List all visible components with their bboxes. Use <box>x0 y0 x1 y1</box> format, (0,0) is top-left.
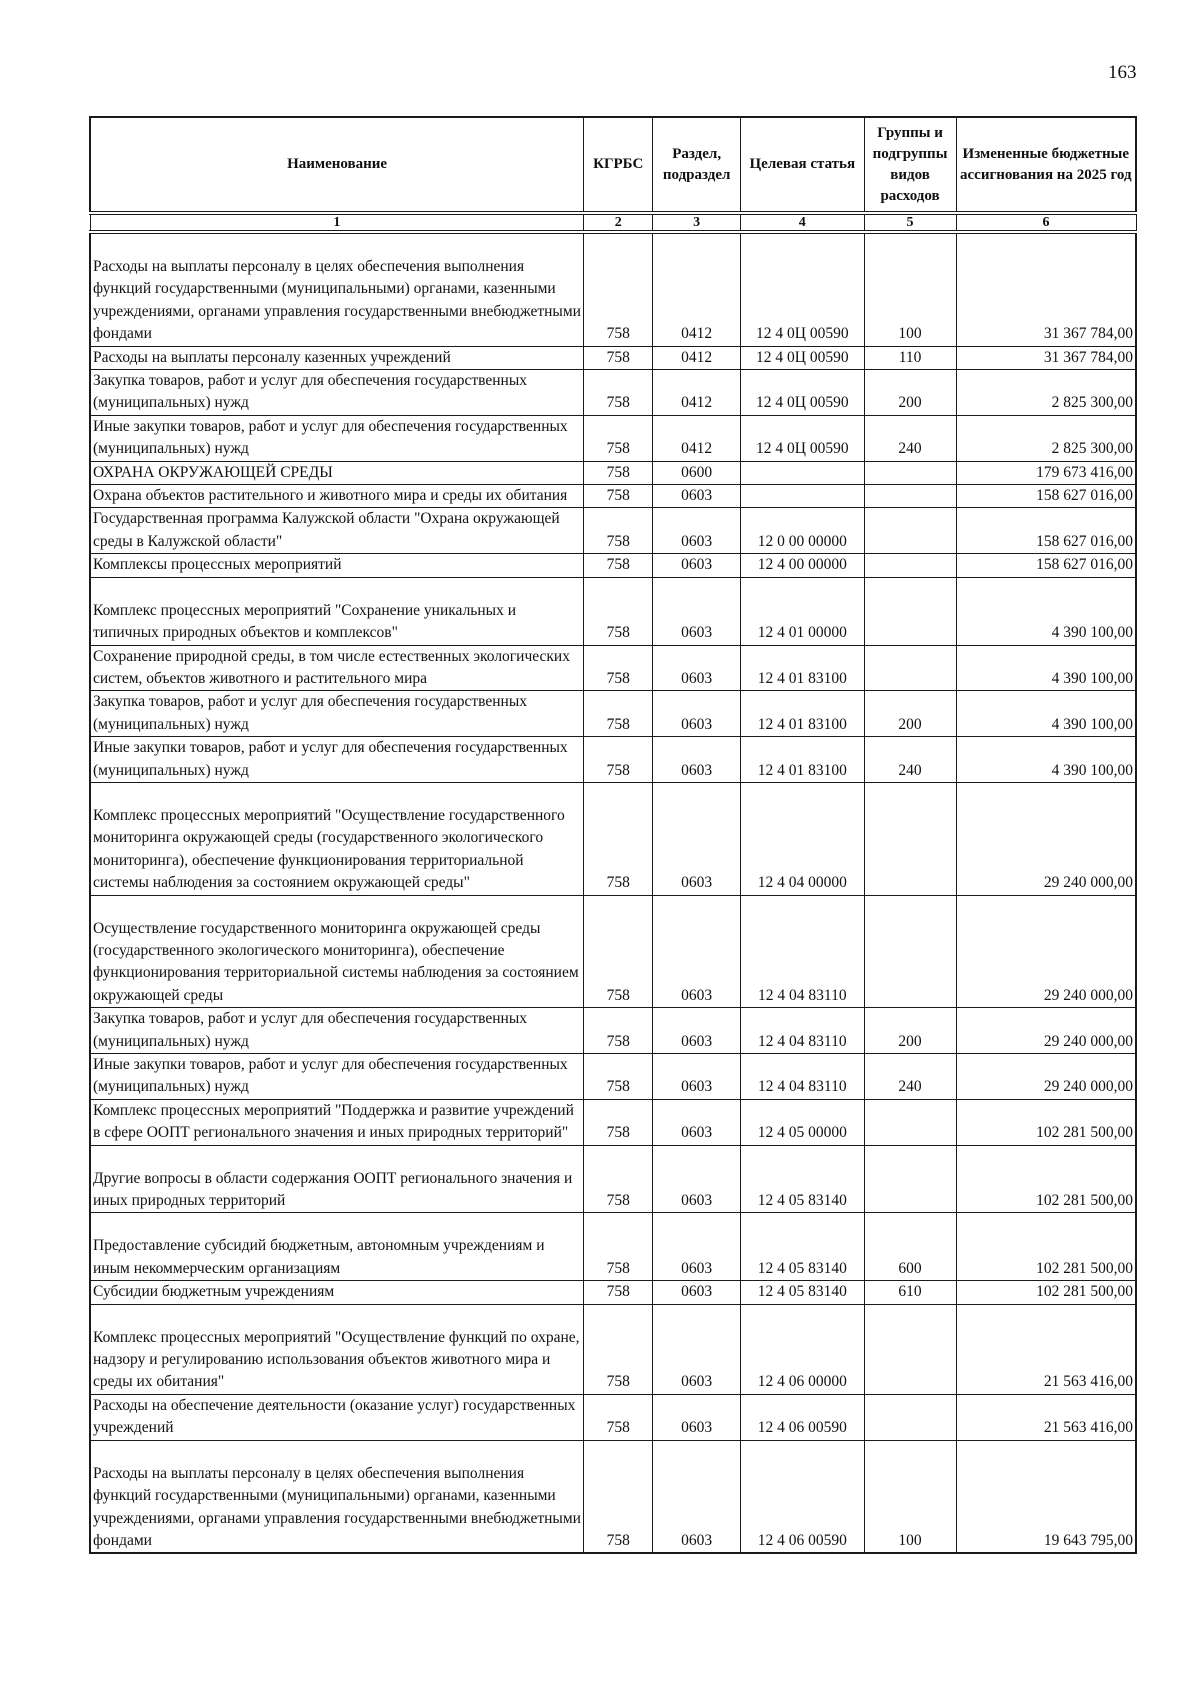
row-expense-group: 240 <box>864 415 956 461</box>
row-kgrbs: 758 <box>584 1304 653 1394</box>
row-section: 0412 <box>653 415 741 461</box>
header-kgrbs: КГРБС <box>584 117 653 213</box>
row-target-article: 12 4 06 00590 <box>741 1440 864 1553</box>
row-section: 0603 <box>653 1099 741 1145</box>
row-target-article: 12 4 06 00000 <box>741 1304 864 1394</box>
table-header-row <box>90 117 1136 213</box>
row-kgrbs: 758 <box>584 691 653 737</box>
row-section: 0603 <box>653 1008 741 1054</box>
row-amount: 158 627 016,00 <box>956 508 1136 554</box>
row-name: Иные закупки товаров, работ и услуг для обеспечения государственных (муниципальных) нужд <box>90 415 584 461</box>
row-kgrbs: 758 <box>584 554 653 577</box>
row-expense-group: 100 <box>864 1440 956 1553</box>
row-section: 0603 <box>653 737 741 783</box>
row-name: Расходы на выплаты персоналу в целях обеспечения выполнения функций государственными (муниципальными) органами, казенными учреждениями, органами управления государственными внебюджетными фондами <box>90 232 584 346</box>
column-number: 4 <box>741 213 864 232</box>
header-section: Раздел, подраздел <box>653 117 741 213</box>
table-row <box>90 346 1136 369</box>
row-name: Охрана объектов растительного и животного мира и среды их обитания <box>90 485 584 508</box>
row-amount: 4 390 100,00 <box>956 691 1136 737</box>
row-section: 0603 <box>653 485 741 508</box>
row-section: 0603 <box>653 1213 741 1281</box>
row-target-article: 12 4 05 83140 <box>741 1213 864 1281</box>
budget-table <box>89 116 1137 1554</box>
row-expense-group <box>864 1394 956 1440</box>
row-section: 0600 <box>653 461 741 484</box>
row-target-article: 12 4 01 83100 <box>741 737 864 783</box>
table-row <box>90 554 1136 577</box>
row-name: Расходы на выплаты персоналу в целях обеспечения выполнения функций государственными (муниципальными) органами, казенными учреждениями, органами управления государственными внебюджетными фондами <box>90 1440 584 1553</box>
row-amount: 31 367 784,00 <box>956 346 1136 369</box>
row-section: 0603 <box>653 1054 741 1100</box>
row-section: 0603 <box>653 782 741 895</box>
header-groups: Группы и подгруппы видов расходов <box>864 117 956 213</box>
table-row <box>90 415 1136 461</box>
row-amount: 29 240 000,00 <box>956 895 1136 1008</box>
row-expense-group <box>864 508 956 554</box>
row-name: Предоставление субсидий бюджетным, автономным учреждениям и иным некоммерческим организациям <box>90 1213 584 1281</box>
row-amount: 29 240 000,00 <box>956 1054 1136 1100</box>
row-expense-group <box>864 554 956 577</box>
row-section: 0603 <box>653 1440 741 1553</box>
row-amount: 179 673 416,00 <box>956 461 1136 484</box>
row-target-article <box>741 461 864 484</box>
row-name: Сохранение природной среды, в том числе естественных экологических систем, объектов животного и растительного мира <box>90 645 584 691</box>
row-target-article: 12 4 04 83110 <box>741 895 864 1008</box>
row-expense-group <box>864 895 956 1008</box>
row-name: Иные закупки товаров, работ и услуг для обеспечения государственных (муниципальных) нужд <box>90 737 584 783</box>
row-kgrbs: 758 <box>584 645 653 691</box>
row-section: 0603 <box>653 1281 741 1304</box>
row-amount: 19 643 795,00 <box>956 1440 1136 1553</box>
row-target-article: 12 4 05 00000 <box>741 1099 864 1145</box>
row-kgrbs: 758 <box>584 1145 653 1213</box>
row-expense-group <box>864 577 956 645</box>
row-expense-group <box>864 1145 956 1213</box>
table-row <box>90 1304 1136 1394</box>
row-section: 0603 <box>653 577 741 645</box>
row-name: Комплекс процессных мероприятий "Осуществление функций по охране, надзору и регулированию использования объектов животного мира и среды их обитания" <box>90 1304 584 1394</box>
row-kgrbs: 758 <box>584 1213 653 1281</box>
table-row <box>90 485 1136 508</box>
page-number: 163 <box>1108 62 1137 83</box>
column-number-row <box>90 213 1136 232</box>
row-target-article <box>741 485 864 508</box>
table-row <box>90 691 1136 737</box>
row-kgrbs: 758 <box>584 1440 653 1553</box>
column-number: 1 <box>90 213 584 232</box>
row-amount: 158 627 016,00 <box>956 554 1136 577</box>
table-row <box>90 782 1136 895</box>
row-name: Комплекс процессных мероприятий "Поддержка и развитие учреждений в сфере ООПТ регионального значения и иных природных территорий" <box>90 1099 584 1145</box>
row-expense-group: 100 <box>864 232 956 346</box>
row-target-article: 12 4 0Ц 00590 <box>741 232 864 346</box>
row-section: 0603 <box>653 554 741 577</box>
row-kgrbs: 758 <box>584 232 653 346</box>
row-amount: 102 281 500,00 <box>956 1145 1136 1213</box>
row-section: 0603 <box>653 645 741 691</box>
row-kgrbs: 758 <box>584 1008 653 1054</box>
row-target-article: 12 4 0Ц 00590 <box>741 415 864 461</box>
table-row <box>90 508 1136 554</box>
row-kgrbs: 758 <box>584 485 653 508</box>
row-expense-group: 240 <box>864 737 956 783</box>
row-amount: 4 390 100,00 <box>956 737 1136 783</box>
row-expense-group: 240 <box>864 1054 956 1100</box>
row-target-article: 12 4 05 83140 <box>741 1281 864 1304</box>
row-target-article: 12 4 04 83110 <box>741 1054 864 1100</box>
row-section: 0603 <box>653 508 741 554</box>
row-name: Государственная программа Калужской области "Охрана окружающей среды в Калужской области" <box>90 508 584 554</box>
row-expense-group: 610 <box>864 1281 956 1304</box>
row-name: Закупка товаров, работ и услуг для обеспечения государственных (муниципальных) нужд <box>90 1008 584 1054</box>
table-row <box>90 1394 1136 1440</box>
row-name: Закупка товаров, работ и услуг для обеспечения государственных (муниципальных) нужд <box>90 370 584 416</box>
table-row <box>90 1008 1136 1054</box>
table-body <box>90 232 1136 1553</box>
row-target-article: 12 4 05 83140 <box>741 1145 864 1213</box>
row-section: 0603 <box>653 1394 741 1440</box>
table-row <box>90 645 1136 691</box>
row-amount: 29 240 000,00 <box>956 1008 1136 1054</box>
row-expense-group: 200 <box>864 370 956 416</box>
row-amount: 4 390 100,00 <box>956 645 1136 691</box>
header-amount: Измененные бюджетные ассигнования на 2025 год <box>956 117 1136 213</box>
row-expense-group <box>864 782 956 895</box>
row-amount: 29 240 000,00 <box>956 782 1136 895</box>
row-target-article: 12 4 06 00590 <box>741 1394 864 1440</box>
row-target-article: 12 4 0Ц 00590 <box>741 370 864 416</box>
row-name: Иные закупки товаров, работ и услуг для обеспечения государственных (муниципальных) нужд <box>90 1054 584 1100</box>
row-target-article: 12 4 01 83100 <box>741 691 864 737</box>
row-kgrbs: 758 <box>584 346 653 369</box>
table-row <box>90 1281 1136 1304</box>
row-section: 0603 <box>653 1304 741 1394</box>
row-amount: 158 627 016,00 <box>956 485 1136 508</box>
table-row <box>90 1440 1136 1553</box>
table-row <box>90 370 1136 416</box>
table-row <box>90 1145 1136 1213</box>
row-name: Комплекс процессных мероприятий "Сохранение уникальных и типичных природных объектов и комплексов" <box>90 577 584 645</box>
row-amount: 21 563 416,00 <box>956 1394 1136 1440</box>
row-target-article: 12 4 0Ц 00590 <box>741 346 864 369</box>
row-expense-group <box>864 645 956 691</box>
row-kgrbs: 758 <box>584 370 653 416</box>
row-expense-group: 600 <box>864 1213 956 1281</box>
table-row <box>90 1099 1136 1145</box>
table-row <box>90 895 1136 1008</box>
row-expense-group <box>864 1099 956 1145</box>
row-target-article: 12 4 00 00000 <box>741 554 864 577</box>
table-row <box>90 1054 1136 1100</box>
row-name: Закупка товаров, работ и услуг для обеспечения государственных (муниципальных) нужд <box>90 691 584 737</box>
row-kgrbs: 758 <box>584 782 653 895</box>
row-target-article: 12 0 00 00000 <box>741 508 864 554</box>
row-section: 0412 <box>653 346 741 369</box>
row-expense-group <box>864 1304 956 1394</box>
row-section: 0603 <box>653 691 741 737</box>
row-kgrbs: 758 <box>584 1394 653 1440</box>
row-kgrbs: 758 <box>584 895 653 1008</box>
row-section: 0412 <box>653 232 741 346</box>
row-expense-group: 110 <box>864 346 956 369</box>
row-kgrbs: 758 <box>584 415 653 461</box>
row-amount: 21 563 416,00 <box>956 1304 1136 1394</box>
row-name: Комплексы процессных мероприятий <box>90 554 584 577</box>
row-amount: 2 825 300,00 <box>956 415 1136 461</box>
row-amount: 4 390 100,00 <box>956 577 1136 645</box>
row-kgrbs: 758 <box>584 1054 653 1100</box>
row-kgrbs: 758 <box>584 737 653 783</box>
header-target: Целевая статья <box>741 117 864 213</box>
header-name: Наименование <box>90 117 584 213</box>
row-name: Субсидии бюджетным учреждениям <box>90 1281 584 1304</box>
row-expense-group <box>864 485 956 508</box>
row-kgrbs: 758 <box>584 577 653 645</box>
row-target-article: 12 4 01 83100 <box>741 645 864 691</box>
table-row <box>90 461 1136 484</box>
row-section: 0603 <box>653 895 741 1008</box>
table-row <box>90 577 1136 645</box>
row-expense-group: 200 <box>864 691 956 737</box>
row-expense-group: 200 <box>864 1008 956 1054</box>
row-target-article: 12 4 04 83110 <box>741 1008 864 1054</box>
row-amount: 102 281 500,00 <box>956 1281 1136 1304</box>
row-kgrbs: 758 <box>584 1281 653 1304</box>
column-number: 6 <box>956 213 1136 232</box>
row-kgrbs: 758 <box>584 1099 653 1145</box>
row-amount: 102 281 500,00 <box>956 1213 1136 1281</box>
row-amount: 102 281 500,00 <box>956 1099 1136 1145</box>
row-name: Комплекс процессных мероприятий "Осуществление государственного мониторинга окружающей среды (государственного экологического мониторинга), обеспечение функционирования территориальной системы наблюдения за состоянием окружающей среды" <box>90 782 584 895</box>
row-amount: 2 825 300,00 <box>956 370 1136 416</box>
column-number: 3 <box>653 213 741 232</box>
row-target-article: 12 4 01 00000 <box>741 577 864 645</box>
row-section: 0603 <box>653 1145 741 1213</box>
row-name: Осуществление государственного мониторинга окружающей среды (государственного экологического мониторинга), обеспечение функционирования территориальной системы наблюдения за состоянием окружающей среды <box>90 895 584 1008</box>
row-name: Расходы на выплаты персоналу казенных учреждений <box>90 346 584 369</box>
row-name: Расходы на обеспечение деятельности (оказание услуг) государственных учреждений <box>90 1394 584 1440</box>
table-row <box>90 1213 1136 1281</box>
row-amount: 31 367 784,00 <box>956 232 1136 346</box>
row-expense-group <box>864 461 956 484</box>
row-target-article: 12 4 04 00000 <box>741 782 864 895</box>
row-name: Другие вопросы в области содержания ООПТ регионального значения и иных природных территорий <box>90 1145 584 1213</box>
column-number: 5 <box>864 213 956 232</box>
row-section: 0412 <box>653 370 741 416</box>
row-kgrbs: 758 <box>584 461 653 484</box>
table-row <box>90 737 1136 783</box>
column-number: 2 <box>584 213 653 232</box>
row-name: ОХРАНА ОКРУЖАЮЩЕЙ СРЕДЫ <box>90 461 584 484</box>
table-row <box>90 232 1136 346</box>
row-kgrbs: 758 <box>584 508 653 554</box>
